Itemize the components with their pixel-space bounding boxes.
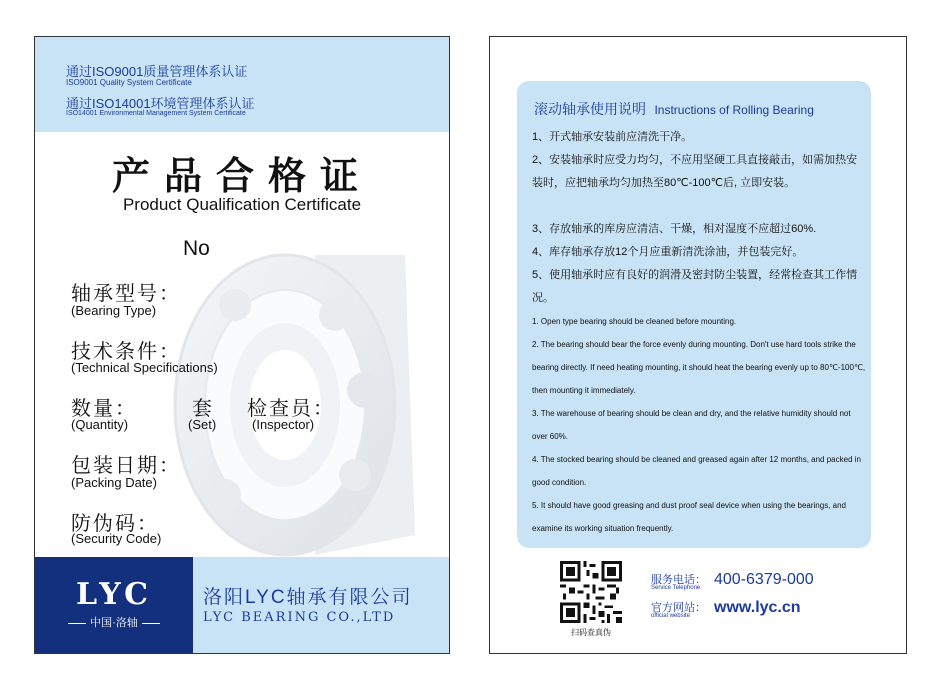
service-phone-label-cn: 服务电话： [651, 574, 706, 586]
tech-spec-label-cn: 技术条件： [71, 341, 181, 363]
iso14001-en: ISO14001 Environmental Management System Certificate [66, 110, 246, 117]
set-label-en: (Set) [188, 417, 217, 432]
bearing-type-label-cn: 轴承型号： [71, 283, 181, 305]
iso9001-cn: 通过ISO9001质量管理体系认证 [66, 64, 248, 79]
certificate-title-cn: 产品合格证 [111, 153, 372, 198]
instructions-title-en: Instructions of Rolling Bearing [654, 103, 814, 117]
instruction-cn-2: 2、安装轴承时应受力均匀，不应用坚硬工具直接敲击，如需加热安装时，应把轴承均匀加热至80℃-100℃后, 立即安装。 [532, 154, 858, 189]
security-code-label-en: (Security Code) [71, 531, 162, 546]
instructions-title [534, 99, 814, 119]
qr-code-icon[interactable] [560, 561, 622, 623]
quantity-label-cn: 数量： [71, 398, 137, 420]
instruction-cn-5: 5、使用轴承时应有良好的润滑及密封防尘装置，经常检查其工作情况。 [532, 269, 858, 304]
company-name-cn: 洛阳LYC轴承有限公司 [203, 587, 413, 608]
website-label-en: official website [651, 613, 690, 619]
lyc-logo-subtitle-text: 中国·洛轴 [90, 617, 138, 629]
packing-date-label-cn: 包装日期： [71, 455, 181, 477]
serial-number-label: No [183, 237, 210, 260]
inspector-label-cn: 检查员： [247, 398, 335, 420]
lyc-logo-text: LYC [76, 577, 152, 612]
instruction-cn-1: 1、开式轴承安装前应清洗干净。 [532, 131, 693, 143]
qr-caption: 扫码查真伪 [571, 628, 611, 637]
website-link[interactable]: www.lyc.cn [714, 599, 801, 616]
instruction-en-1: 1. Open type bearing should be cleaned before mounting. [532, 317, 737, 326]
instruction-cn-4: 4、库存轴承存放12个月应重新清洗涂油，并包装完好。 [532, 246, 804, 258]
instruction-cn-3: 3、存放轴承的库房应清洁、干燥，相对湿度不应超过60%. [532, 223, 817, 235]
inspector-label-en: (Inspector) [252, 417, 315, 432]
instructions-card [489, 36, 907, 654]
certificate-title-en: Product Qualification Certificate [122, 195, 362, 214]
instruction-en-3: 3. The warehouse of bearing should be clean and dry, and the relative humidity should not over 60%. [532, 409, 851, 441]
iso9001-en: ISO9001 Quality System Certificate [66, 78, 192, 87]
instructions-title-cn: 滚动轴承使用说明 [534, 101, 646, 117]
service-phone-label-en: Service Telephone [651, 585, 701, 591]
company-name-en: LYC BEARING CO.,LTD [203, 610, 396, 625]
tech-spec-label-en: (Technical Specifications) [71, 360, 218, 375]
instruction-en-5: 5. It should have good greasing and dust proof seal device when using the bearings, and examine its working situation frequently. [532, 501, 846, 533]
quantity-label-en: (Quantity) [71, 417, 129, 432]
instruction-en-4: 4. The stocked bearing should be cleaned and greased again after 12 months, and packed in good condition. [532, 455, 861, 487]
website-label-cn: 官方网站： [651, 602, 706, 614]
instruction-en-2: 2. The bearing should bear the force evenly during mounting. Don't use hard tools strike the bearing directly. If need heating mounting, it should heat the bearing evenly up to 80℃-100℃, then mounting it immediately. [532, 340, 866, 395]
security-code-label-cn: 防伪码： [71, 513, 159, 535]
iso14001-cn: 通过ISO14001环境管理体系认证 [66, 96, 255, 111]
bearing-type-label-en: (Bearing Type) [71, 303, 157, 318]
set-label-cn: 套 [192, 398, 214, 420]
packing-date-label-en: (Packing Date) [71, 475, 157, 490]
service-phone-number[interactable]: 400-6379-000 [714, 571, 814, 588]
lyc-logo-subtitle [35, 614, 193, 630]
qualification-certificate-card [34, 36, 450, 654]
